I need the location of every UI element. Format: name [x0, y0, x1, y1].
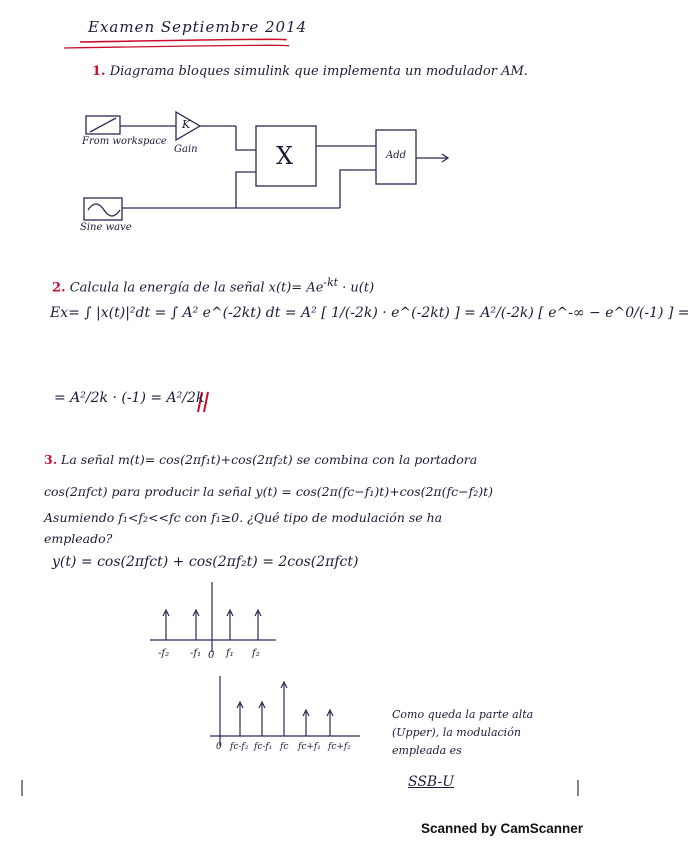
- answer-ssb-u: SSB-U: [408, 774, 455, 790]
- label-sine-wave: Sine wave: [80, 222, 132, 233]
- question-3-equation: y(t) = cos(2πfct) + cos(2πf₂t) = 2cos(2πfct): [52, 554, 359, 570]
- page-title: Examen Septiembre 2014: [88, 18, 308, 36]
- spectrum-1: [150, 582, 276, 652]
- question-3-number: 3.: [44, 452, 58, 467]
- spectrum-1-label-1: -f₁: [190, 648, 202, 659]
- question-2-number: 2.: [52, 280, 66, 296]
- question-2-equation-2: = A²/2k · (-1) = A²/2k: [54, 390, 205, 406]
- label-from-workspace: From workspace: [82, 136, 167, 147]
- label-gain-k: K: [182, 118, 191, 131]
- question-2-text-end: · u(t): [342, 280, 375, 296]
- note-line-2: (Upper), la modulación: [392, 726, 521, 739]
- spectrum-2-label-3: fc: [280, 742, 289, 752]
- spectrum-2-label-2: fc-f₁: [254, 742, 273, 752]
- spectrum-1-label-4: f₂: [252, 648, 260, 659]
- question-2-equation-1: Ex= ∫ |x(t)|²dt = ∫ A² e^(-2kt) dt = A² [ 1/(-2k) · e^(-2kt) ] = A²/(-2k) [ e^-∞ − e^0/(-1) ] =: [50, 305, 690, 321]
- label-product: X: [276, 142, 294, 170]
- spectrum-1-label-2: 0: [208, 650, 215, 661]
- title-underline: [80, 39, 286, 42]
- spectrum-2-label-1: fc-f₂: [230, 742, 249, 752]
- label-gain: Gain: [174, 144, 198, 155]
- spectrum-1-label-3: f₁: [226, 648, 234, 659]
- label-add: Add: [386, 150, 407, 161]
- spectrum-2-label-4: fc+f₁: [298, 742, 321, 752]
- question-2-text: Calcula la energía de la señal x(t)= Ae: [69, 280, 324, 296]
- spectrum-2-label-5: fc+f₂: [328, 742, 351, 752]
- spectrum-2: [210, 676, 360, 746]
- question-1-text: Diagrama bloques simulink que implementa un modulador AM.: [109, 64, 528, 79]
- title-underline-2: [64, 45, 289, 48]
- question-3-line-3: Asumiendo f₁<f₂<<fc con f₁≥0. ¿Qué tipo de modulación se ha: [44, 510, 443, 525]
- question-2-exponent: -kt: [323, 276, 338, 289]
- spectrum-2-label-0: 0: [216, 742, 222, 752]
- question-3-line-2: cos(2πfct) para producir la señal y(t) = cos(2π(fc−f₁)t)+cos(2π(fc−f₂)t): [44, 484, 494, 499]
- question-1-number: 1.: [92, 64, 106, 79]
- note-line-1: Como queda la parte alta: [392, 708, 534, 721]
- question-1: [92, 64, 528, 79]
- question-3-line-1: [44, 452, 477, 467]
- question-3-text-1: La señal m(t)= cos(2πf₁t)+cos(2πf₂t) se combina con la portadora: [61, 452, 478, 467]
- scanner-watermark: Scanned by CamScanner: [420, 821, 583, 836]
- block-diagram: [84, 112, 448, 220]
- question-3-line-4: empleado?: [44, 531, 113, 546]
- note-line-3: empleada es: [392, 744, 462, 757]
- question-2: [52, 276, 374, 295]
- spectrum-1-label-0: -f₂: [158, 648, 170, 659]
